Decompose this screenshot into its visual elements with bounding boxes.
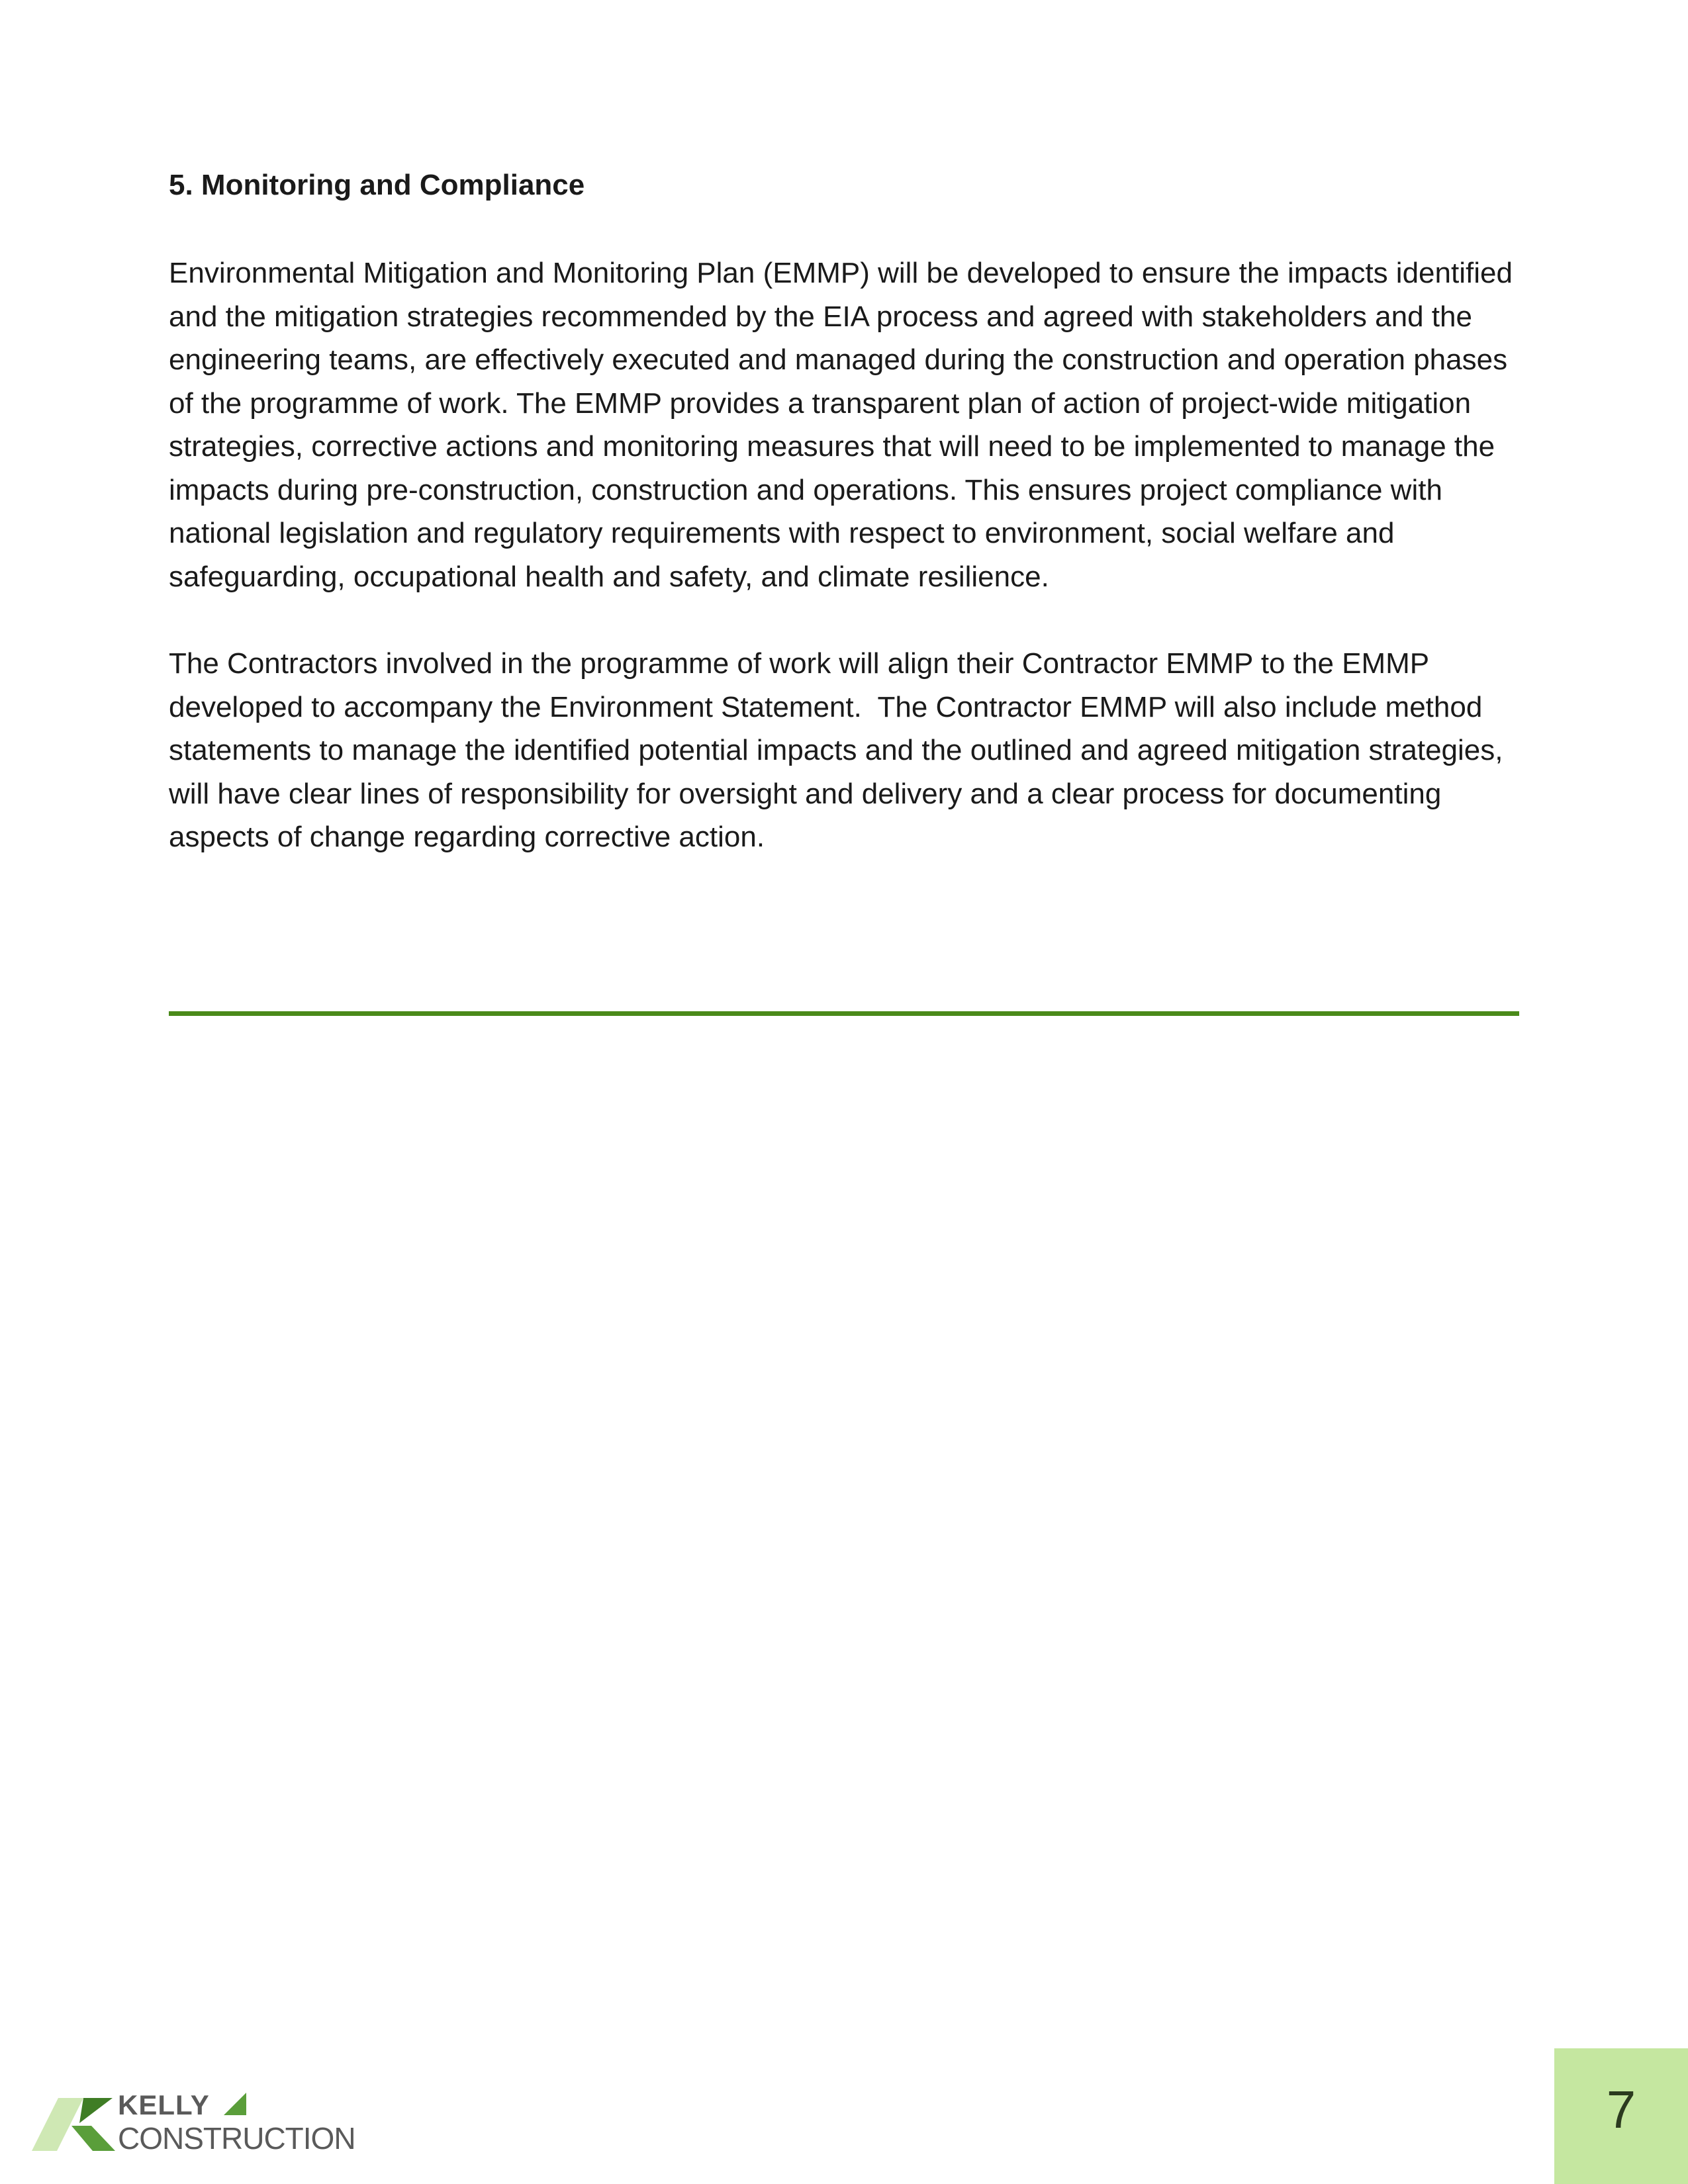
company-logo (32, 2085, 376, 2158)
logo-text-construction: CONSTRUCTION (118, 2121, 355, 2156)
section-heading: 5. Monitoring and Compliance (169, 169, 585, 201)
section-divider (169, 1011, 1519, 1016)
logo-text-kelly: KELLY (118, 2089, 210, 2120)
kelly-k-logo-icon (32, 2085, 124, 2158)
small-green-flag-icon (224, 2093, 250, 2119)
section-content (169, 165, 1526, 903)
page-number-box (1554, 2048, 1688, 2184)
page-number: 7 (1606, 2080, 1636, 2139)
paragraph-contractor-emmp: The Contractors involved in the programme of work will align their Contractor EMMP to the EMMP developed to accompany the Environment Statement. The Contractor EMMP will also include method statements to manage the identified potential impacts and the outlined and agreed mitigation strategies, will have clear lines of responsibility for oversight and delivery and a clear process for documenting aspects of change regarding corrective action. (169, 647, 1511, 853)
paragraph-emmp-overview: Environmental Mitigation and Monitoring Plan (EMMP) will be developed to ensure the impacts identified and the mitigation strategies recommended by the EIA process and agreed with stakeholders and the engineering teams, are effectively executed and managed during the construction and operation phases of the programme of work. The EMMP provides a transparent plan of action of project-wide mitigation strategies, corrective actions and monitoring measures that will need to be implemented to manage the impacts during pre-construction, construction and operations. This ensures project compliance with national legislation and regulatory requirements with respect to environment, social welfare and safeguarding, occupational health and safety, and climate resilience. (169, 257, 1521, 593)
